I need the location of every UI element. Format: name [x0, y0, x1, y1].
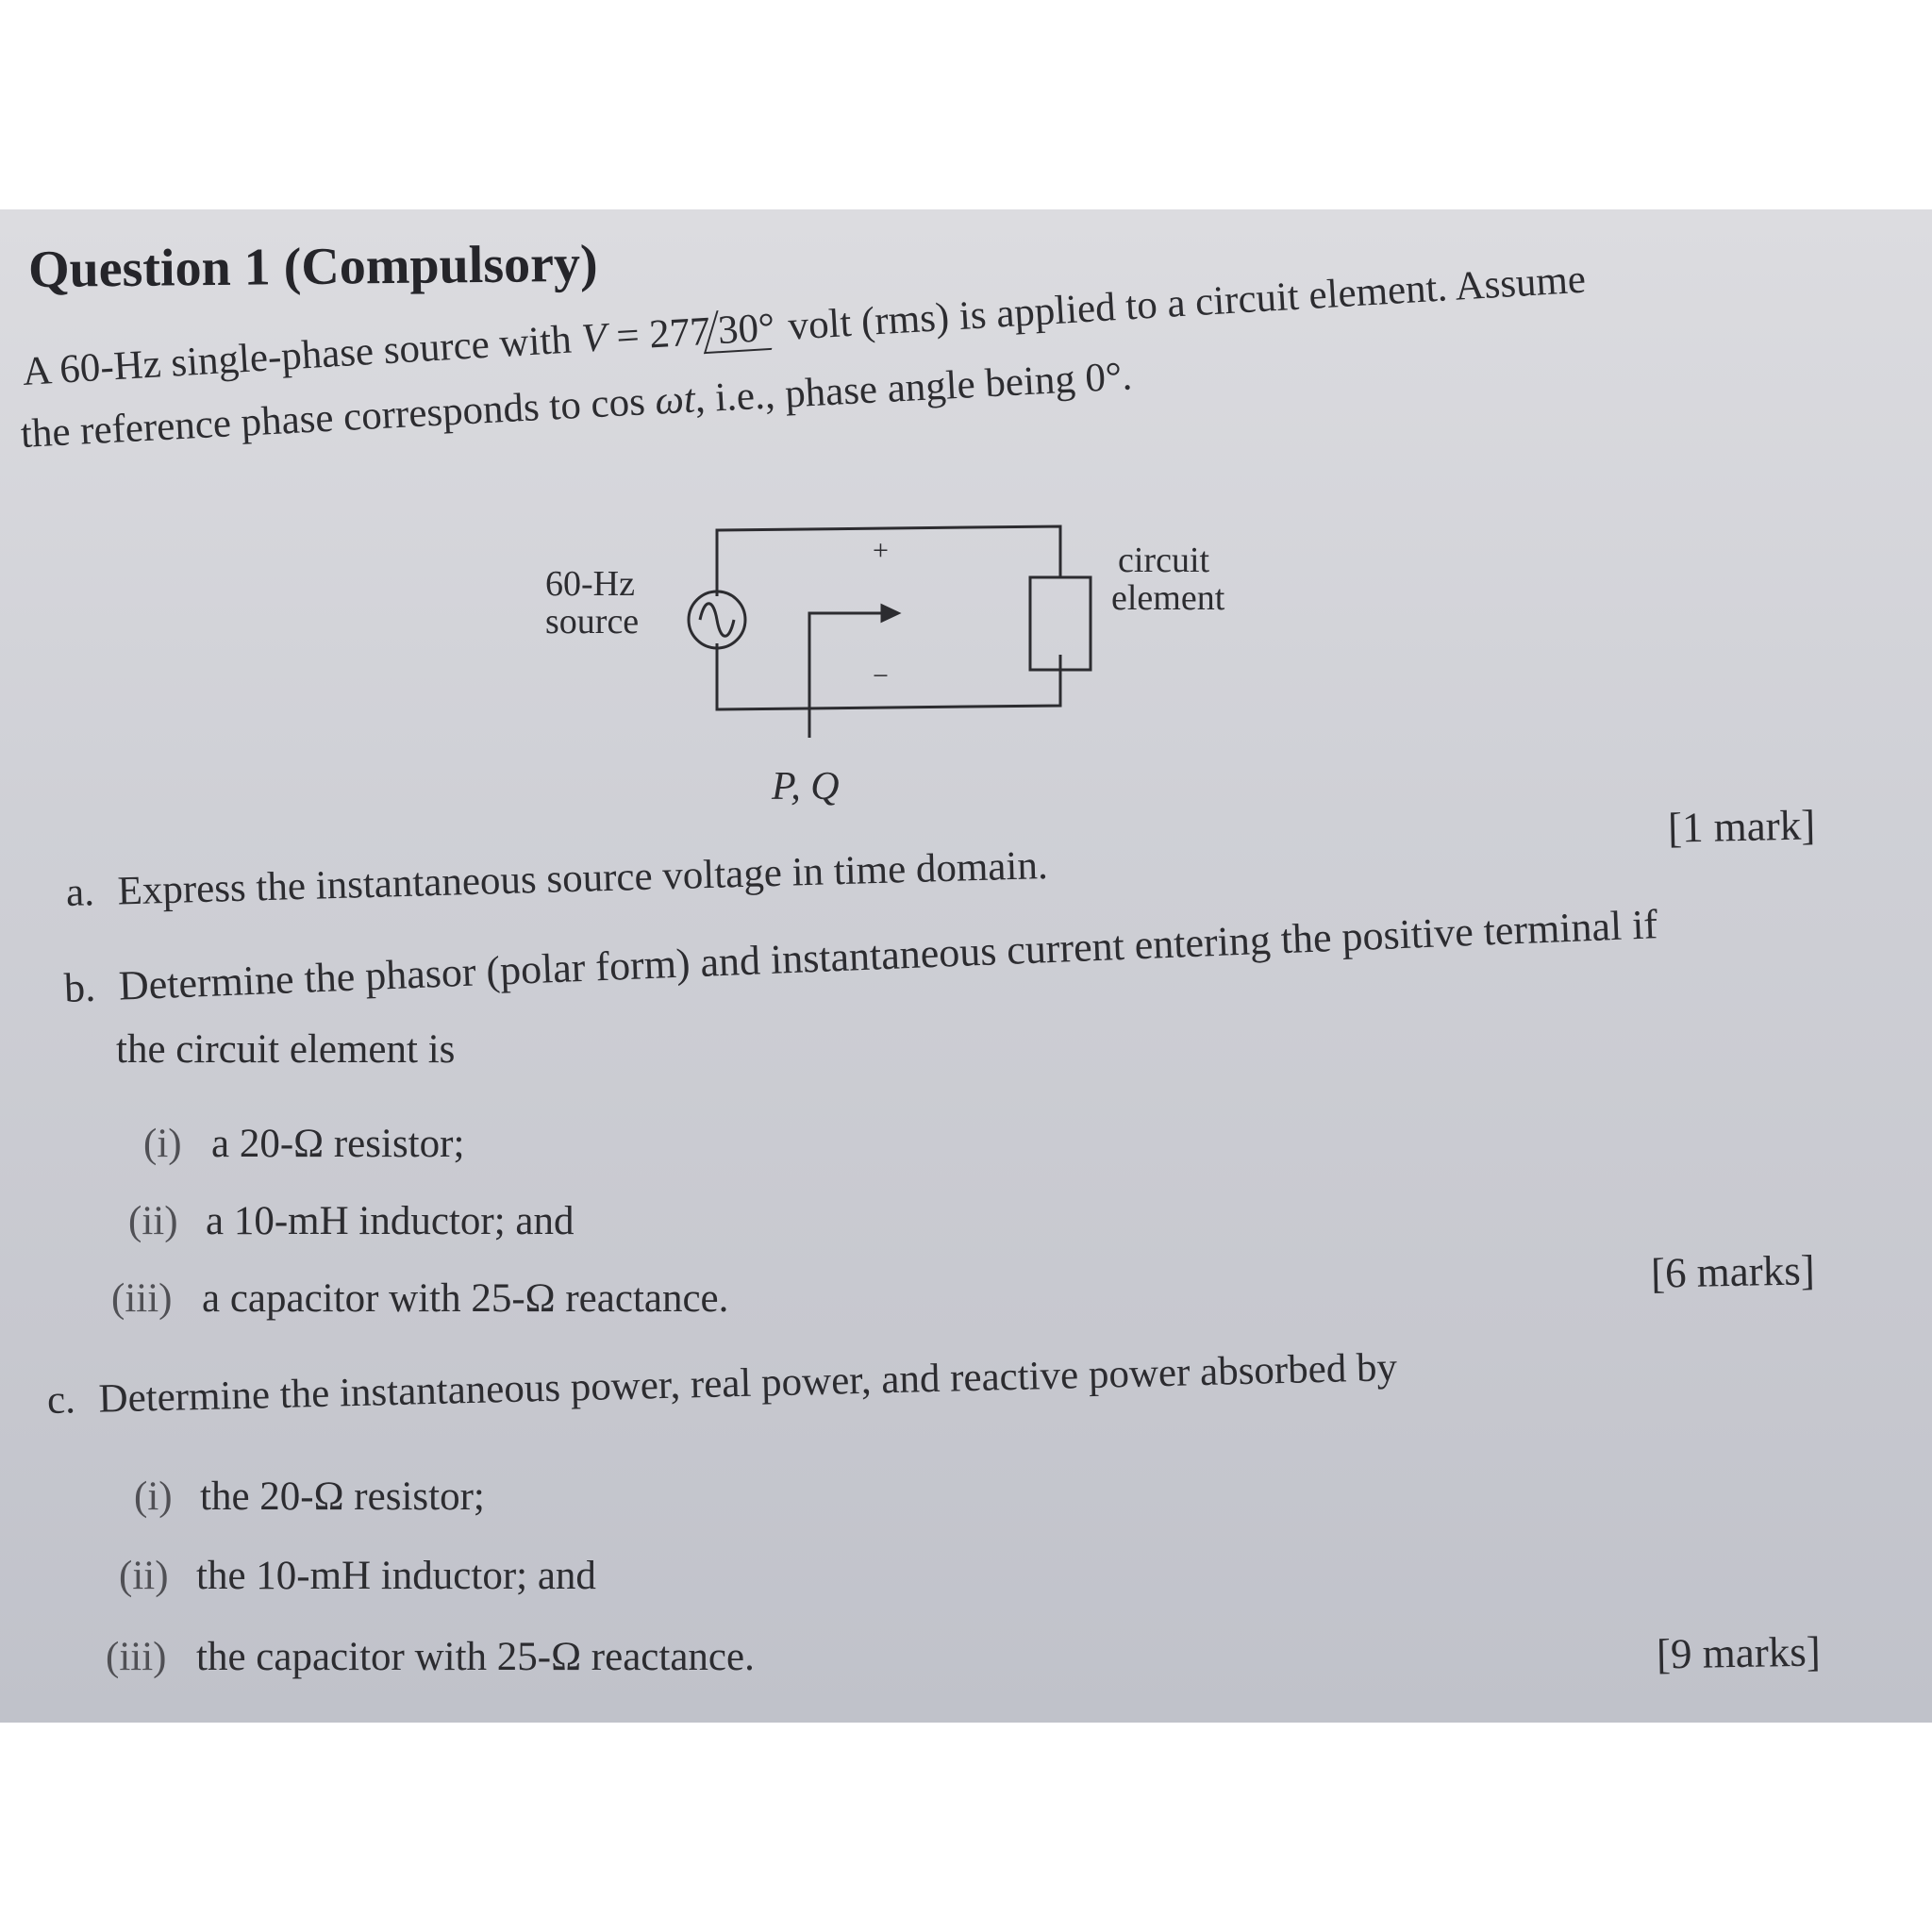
- intro-text-end: volt (rms) is applied to a circuit element. Assume: [776, 257, 1588, 350]
- item-text: a capacitor with 25-Ω reactance.: [202, 1276, 729, 1321]
- power-flow-line: [809, 613, 882, 738]
- marks-b: [6 marks]: [1650, 1246, 1816, 1297]
- pq-label: P, Q: [772, 765, 840, 808]
- question-c: [46, 1344, 1397, 1424]
- item-text: the capacitor with 25-Ω reactance.: [196, 1635, 755, 1679]
- phase-angle: 30°: [704, 307, 785, 354]
- item-text: the 20-Ω resistor;: [200, 1474, 485, 1519]
- marks-a: [1 mark]: [1667, 801, 1816, 852]
- list-item-b-ii: [128, 1198, 575, 1244]
- intro-text: A 60-Hz single-phase source with: [21, 316, 583, 394]
- list-item-b-iii: [111, 1275, 728, 1322]
- source-label-2: source: [545, 602, 640, 641]
- question-title: Question 1 (Compulsory): [27, 234, 598, 299]
- source-label-1: 60-Hz: [545, 564, 635, 604]
- plus-sign: +: [873, 535, 889, 566]
- item-number: (ii): [119, 1554, 169, 1598]
- item-number: (ii): [128, 1199, 178, 1243]
- circuit-wire-top: [717, 526, 1060, 582]
- voltage-magnitude: = 277: [605, 308, 712, 360]
- question-text: Determine the phasor (polar form) and instantaneous current entering the positive terminal if: [117, 901, 1658, 1009]
- exam-sheet: [0, 209, 1932, 1723]
- omega-t: ωt: [654, 376, 696, 424]
- item-text: the 10-mH inductor; and: [196, 1554, 596, 1598]
- item-text: a 10-mH inductor; and: [206, 1199, 575, 1243]
- list-item-c-i: [134, 1474, 485, 1520]
- minus-sign: −: [873, 660, 889, 691]
- element-label-2: element: [1111, 578, 1225, 618]
- circuit-wire-bottom: [717, 655, 1060, 709]
- list-item-b-i: [143, 1121, 464, 1167]
- question-text: Determine the instantaneous power, real power, and reactive power absorbed by: [98, 1345, 1398, 1422]
- intro-text: the reference phase corresponds to cos: [19, 378, 657, 457]
- voltage-symbol: V: [580, 315, 608, 361]
- list-item-c-ii: [119, 1553, 596, 1599]
- power-flow-arrowhead: [882, 606, 898, 621]
- intro-text-end: , i.e., phase angle being 0°.: [693, 354, 1134, 422]
- list-item-c-iii: [106, 1634, 755, 1680]
- item-number: (iii): [111, 1276, 173, 1321]
- question-b-continued: the circuit element is: [116, 1027, 456, 1072]
- item-number: (i): [143, 1122, 182, 1166]
- sine-wave-icon: [700, 604, 734, 637]
- item-number: (i): [134, 1474, 173, 1519]
- item-text: a 20-Ω resistor;: [211, 1122, 465, 1166]
- marks-c: [9 marks]: [1656, 1627, 1822, 1678]
- element-label-1: circuit: [1118, 541, 1210, 580]
- item-number: (iii): [106, 1635, 167, 1679]
- question-letter: b.: [63, 963, 96, 1011]
- question-letter: a.: [65, 870, 95, 915]
- question-text: Express the instantaneous source voltage in time domain.: [116, 842, 1049, 914]
- question-letter: c.: [46, 1377, 76, 1423]
